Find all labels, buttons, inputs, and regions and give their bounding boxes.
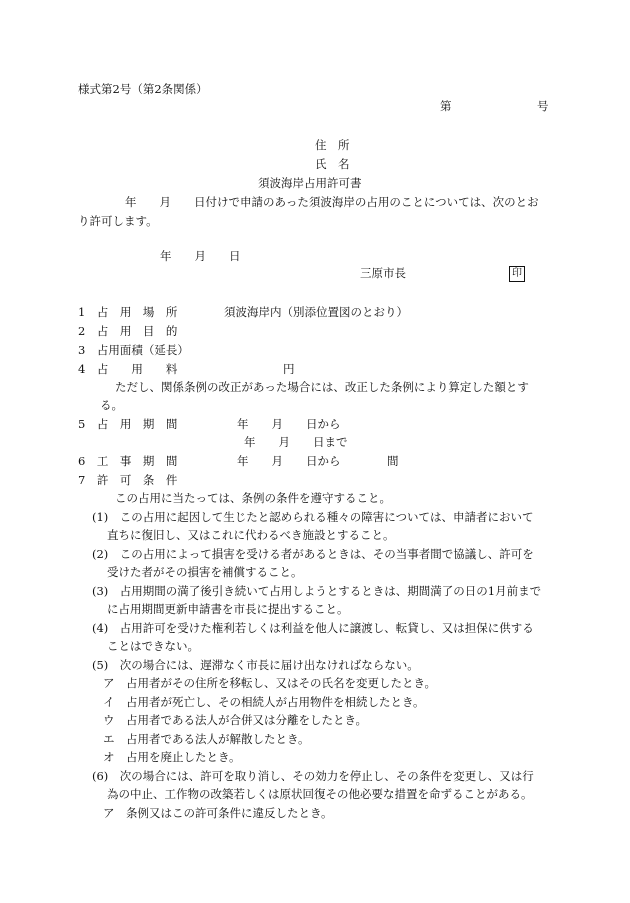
condition-5-u: ウ 占用者である法人が合併又は分離をしたとき。	[103, 713, 368, 727]
seal-stamp: 印	[509, 266, 525, 282]
item-4-note-2: る。	[100, 398, 123, 412]
item-2-label: 2 占 用 目 的	[78, 324, 178, 338]
condition-2-line-2: 受けた者がその損害を補償すること。	[107, 565, 303, 579]
condition-5-a: ア 占用者がその住所を移転し、又はその氏名を変更したとき。	[103, 676, 437, 690]
condition-1-line-2: 直ちに復旧し、又はこれに代わるべき施設とすること。	[107, 528, 395, 542]
condition-1-line-1: (1) この占用に起因して生じたと認められる種々の障害については、申請者において	[92, 510, 534, 524]
item-4-label: 4 占 用 料	[78, 362, 178, 376]
condition-6-a: ア 条例又はこの許可条件に違反したとき。	[103, 806, 333, 820]
item-4-note-1: ただし、関係条例の改正があった場合には、改正した条例により算定した額とす	[115, 380, 529, 394]
name-label: 氏 名	[315, 157, 350, 171]
condition-5-i: イ 占用者が死亡し、その相続人が占用物件を相続したとき。	[103, 695, 425, 709]
intro-line-2: り許可します。	[78, 214, 158, 228]
form-number: 様式第2号（第2条関係）	[78, 82, 208, 96]
condition-4-line-1: (4) 占用許可を受けた権利若しくは利益を他人に譲渡し、転貸し、又は担保に供する	[92, 621, 534, 635]
condition-6-line-1: (6) 次の場合には、許可を取り消し、その効力を停止し、その条件を変更し、又は行	[92, 769, 534, 783]
item-7-label: 7 許 可 条 件	[78, 473, 178, 487]
item-6-label: 6 工 事 期 間	[78, 454, 178, 468]
condition-2-line-1: (2) この占用によって損害を受ける者があるときは、その当事者間で協議し、許可を	[92, 547, 534, 561]
issue-date: 年 月 日	[160, 249, 241, 263]
mayor-title: 三原市長	[360, 266, 406, 280]
address-label: 住 所	[315, 138, 350, 152]
doc-number-go: 号	[537, 99, 549, 113]
condition-5: (5) 次の場合には、遅滞なく市長に届け出なければならない。	[92, 658, 419, 672]
item-6-days: 間	[387, 454, 399, 468]
condition-6-line-2: 為の中止、工作物の改築若しくは原状回復その他必要な措置を命ずることがある。	[107, 787, 533, 801]
item-5-to: 年 月 日まで	[244, 435, 348, 449]
item-3-label: 3 占用面積（延長）	[78, 343, 189, 357]
condition-3-line-2: に占用期間更新申請書を市長に提出すること。	[107, 602, 349, 616]
condition-3-line-1: (3) 占用期間の満了後引き続いて占用しようとするときは、期間満了の日の1月前まで	[92, 584, 542, 598]
item-4-yen: 円	[283, 362, 295, 376]
doc-number-dai: 第	[440, 99, 452, 113]
intro-line-1: 年 月 日付けで申請のあった須波海岸の占用のことについては、次のとお	[125, 195, 539, 209]
item-6-from: 年 月 日から	[237, 454, 341, 468]
condition-5-o: オ 占用を廃止したとき。	[103, 750, 241, 764]
item-1-label: 1 占 用 場 所	[78, 305, 178, 319]
item-5-from: 年 月 日から	[237, 417, 341, 431]
item-1-value: 須波海岸内（別添位置図のとおり）	[224, 305, 408, 319]
conditions-intro: この占用に当たっては、条例の条件を遵守すること。	[115, 491, 391, 505]
item-5-label: 5 占 用 期 間	[78, 417, 178, 431]
condition-5-e: エ 占用者である法人が解散したとき。	[103, 732, 310, 746]
condition-4-line-2: ことはできない。	[107, 639, 199, 653]
document-title: 須波海岸占用許可書	[258, 176, 362, 190]
